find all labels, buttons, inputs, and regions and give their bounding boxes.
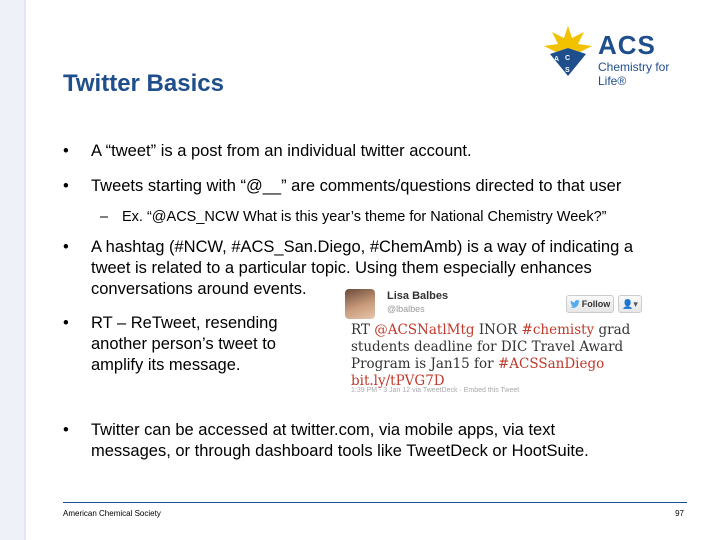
- bullet-text-continued: amplify its message.: [91, 356, 241, 374]
- slide-title: Twitter Basics: [63, 70, 224, 97]
- tweet-text-segment: grad students deadline for DIC Travel Award Program is Jan15 for: [351, 322, 631, 372]
- bullet-text-continued: messages, or through dashboard tools like TweetDeck or HootSuite.: [91, 442, 589, 460]
- bullet-marker: •: [63, 177, 69, 195]
- logo-wordmark: ACS: [598, 30, 656, 60]
- page-number: 97: [675, 509, 684, 518]
- bullet-text: A hashtag (#NCW, #ACS_San.Diego, #ChemAmb) is a way of indicating a: [91, 238, 634, 256]
- bullet-text: RT – ReTweet, resending: [91, 314, 278, 332]
- bullet-text-continued: another person’s tweet to: [91, 335, 276, 353]
- bullet-marker: •: [63, 314, 69, 332]
- bullet-text: A “tweet” is a post from an individual twitter account.: [91, 142, 472, 160]
- bullet-text: Twitter can be accessed at twitter.com, via mobile apps, via text: [91, 421, 556, 439]
- bullet-text-continued: conversations around events.: [91, 280, 307, 298]
- footer-divider: [63, 502, 687, 503]
- bullet-marker: •: [63, 142, 69, 160]
- twitter-bird-icon: [570, 300, 580, 308]
- avatar: [345, 289, 375, 319]
- tweet-mention[interactable]: @ACSNatlMtg: [374, 322, 475, 338]
- acs-emblem-icon: [540, 24, 596, 82]
- left-margin-strip: [0, 0, 26, 540]
- bullet-marker: •: [63, 238, 69, 256]
- tweet-rt-prefix: RT: [351, 322, 375, 338]
- tweet-meta: 1:39 PM - 3 Jan 12 via TweetDeck · Embed this Tweet: [351, 387, 520, 394]
- acs-logo: [540, 24, 690, 88]
- sub-bullet-text: Ex. “@ACS_NCW What is this year’s theme for National Chemistry Week?”: [122, 209, 607, 225]
- tweet-text: [351, 322, 646, 390]
- follow-button[interactable]: [566, 295, 614, 313]
- bullet-text-continued: tweet is related to a particular topic. Using them especially enhances: [91, 259, 592, 277]
- tweet-hashtag[interactable]: #ACSSanDiego: [497, 356, 605, 372]
- tweet-hashtag[interactable]: #chemisty: [521, 322, 595, 338]
- footer-organization: American Chemical Society: [63, 509, 161, 518]
- logo-tagline: Chemistry for Life®: [598, 60, 670, 88]
- bullet-marker: •: [63, 421, 69, 439]
- embedded-tweet: [343, 284, 643, 399]
- tweet-text-segment: INOR: [474, 322, 522, 338]
- tweet-author-name[interactable]: Lisa Balbes: [387, 290, 449, 302]
- emblem-letter-a: A: [554, 56, 560, 63]
- tweet-author-handle[interactable]: @lbalbes: [387, 304, 425, 314]
- emblem-letter-c: C: [565, 55, 571, 62]
- emblem-letter-s: S: [565, 67, 570, 74]
- sub-bullet-dash: –: [100, 209, 109, 225]
- bullet-text: Tweets starting with “@__” are comments/questions directed to that user: [91, 177, 622, 195]
- tweet-link[interactable]: bit.ly/tPVG7D: [351, 373, 445, 389]
- user-actions-dropdown[interactable]: 👤▾: [618, 295, 642, 313]
- follow-button-label: Follow: [581, 299, 611, 309]
